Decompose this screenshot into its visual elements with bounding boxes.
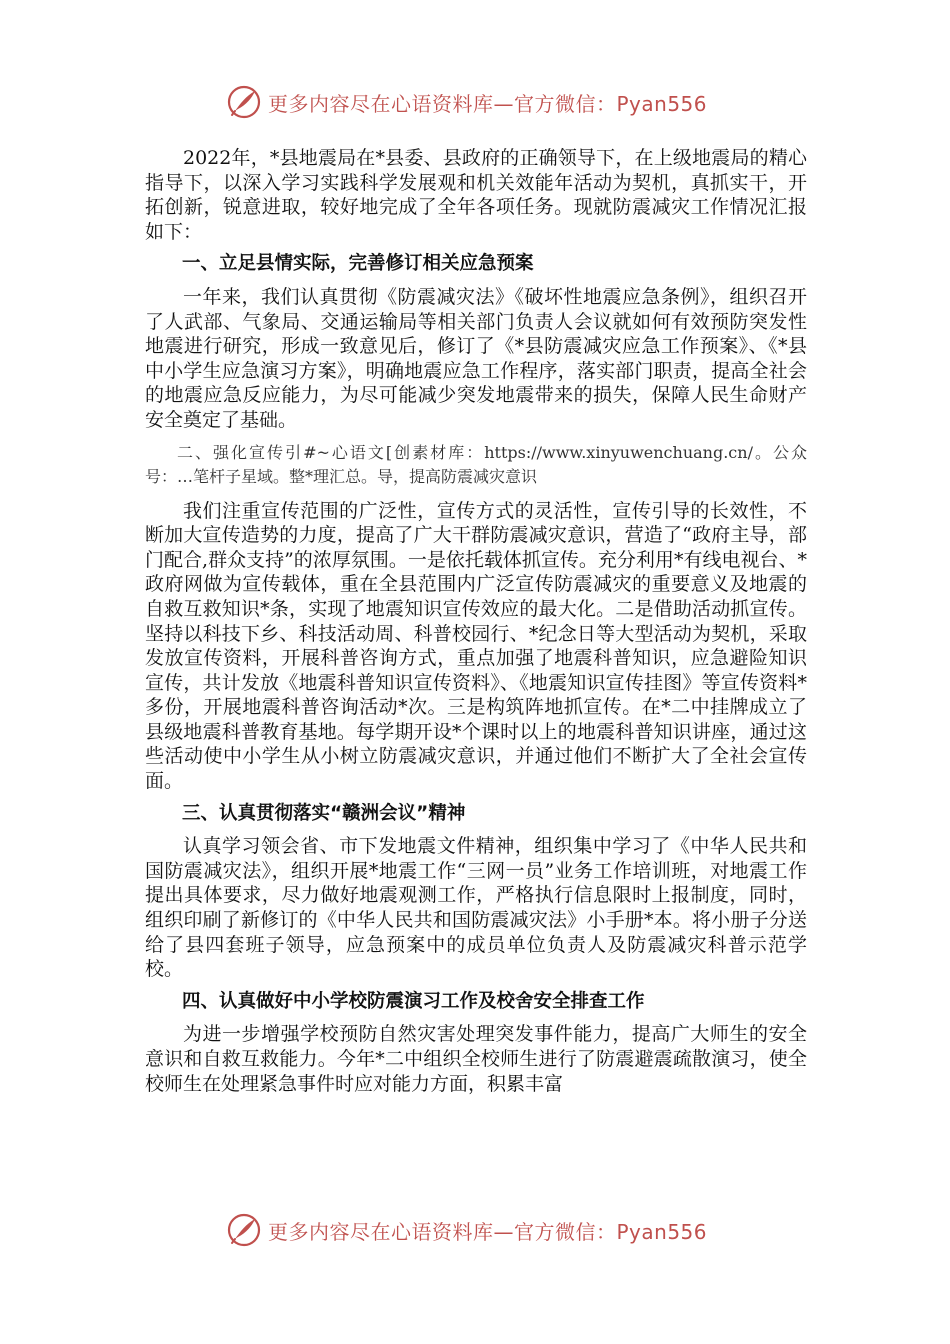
section-heading-3: 三、认真贯彻落实“赣洲会议”精神 [182,802,466,824]
section-1-paragraph: 一年来，我们认真贯彻《防震减灾法》《破坏性地震应急条例》，组织召开了人武部、气象局、交通运输局等相关部门负责人会议就如何有效预防突发性地震进行研究，形成一致意见后，修订了《*县防震减灾应急工作预案》、《*县中小学生应急演习方案》，明确地震应急工作程序，落实部门职责，提高全社会的地震应急反应能力，为尽可能减少突发地震带来的损失，保障人民生命财产安全奠定了基础。 [145,285,807,431]
section-4-paragraph: 为进一步增强学校预防自然灾害处理突发事件能力，提高广大师生的安全意识和自救互救能力。今年*二中组织全校师生进行了防震避震疏散演习，使全校师生在处理紧急事件时应对能力方面，积累丰富 [145,1023,807,1095]
banner-text: 更多内容尽在心语资料库—官方微信：Pyan556 [268,91,708,116]
quill-pen-logo-icon [226,1212,262,1248]
intro-paragraph: 2022年，*县地震局在*县委、县政府的正确领导下，在上级地震局的精心指导下，以深入学习实践科学发展观和机关效能年活动为契机，真抓实干，开拓创新，锐意进取，较好地完成了全年各项任务。现就防震减灾工作情况汇报如下： [145,147,807,243]
section-heading-4: 四、认真做好中小学校防震演习工作及校舍安全排查工作 [182,990,645,1012]
section-heading-2-watermarked: 二、强化宣传引#~心语文[创素材库：https://www.xinyuwenchuang.cn/。公众号：…笔杆子星域。整*理汇总。导，提高防震减灾意识 [145,442,807,486]
quill-pen-logo-icon [226,84,262,120]
section-heading-1: 一、立足县情实际，完善修订相关应急预案 [182,253,534,275]
section-3-paragraph: 认真学习领会省、市下发地震文件精神，组织集中学习了《中华人民共和国防震减灾法》，组织开展*地震工作“三网一员”业务工作培训班，对地震工作提出具体要求，尽力做好地震观测工作，严格执行信息限时上报制度，同时，组织印刷了新修订的《中华人民共和国防震减灾法》小手册*本。将小册子分送给了县四套班子领导，应急预案中的成员单位负责人及防震减灾科普示范学校。 [145,835,807,981]
section-2-paragraph: 我们注重宣传范围的广泛性，宣传方式的灵活性，宣传引导的长效性，不断加大宣传造势的力度，提高了广大干群防震减灾意识，营造了“政府主导，部门配合,群众支持”的浓厚氛围。一是依托载体抓宣传。充分利用*有线电视台、*政府网做为宣传载体，重在全县范围内广泛宣传防震减灾的重要意义及地震的自救互救知识*条，实现了地震知识宣传效应的最大化。二是借助活动抓宣传。坚持以科技下乡、科技活动周、科普校园行、*纪念日等大型活动为契机，采取发放宣传资料，开展科普咨询方式，重点加强了地震科普知识，应急避险知识宣传，共计发放《地震科普知识宣传资料》、《地震知识宣传挂图》等宣传资料*多份，开展地震科普咨询活动*次。三是构筑阵地抓宣传。在*二中挂牌成立了县级地震科普教育基地。每学期开设*个课时以上的地震科普知识讲座，通过这些活动使中小学生从小树立防震减灾意识，并通过他们不断扩大了全社会宣传面。 [145,499,807,793]
footer-banner [226,1210,746,1250]
header-banner [226,82,746,122]
banner-text: 更多内容尽在心语资料库—官方微信：Pyan556 [268,1219,708,1244]
document-body [145,146,807,1104]
